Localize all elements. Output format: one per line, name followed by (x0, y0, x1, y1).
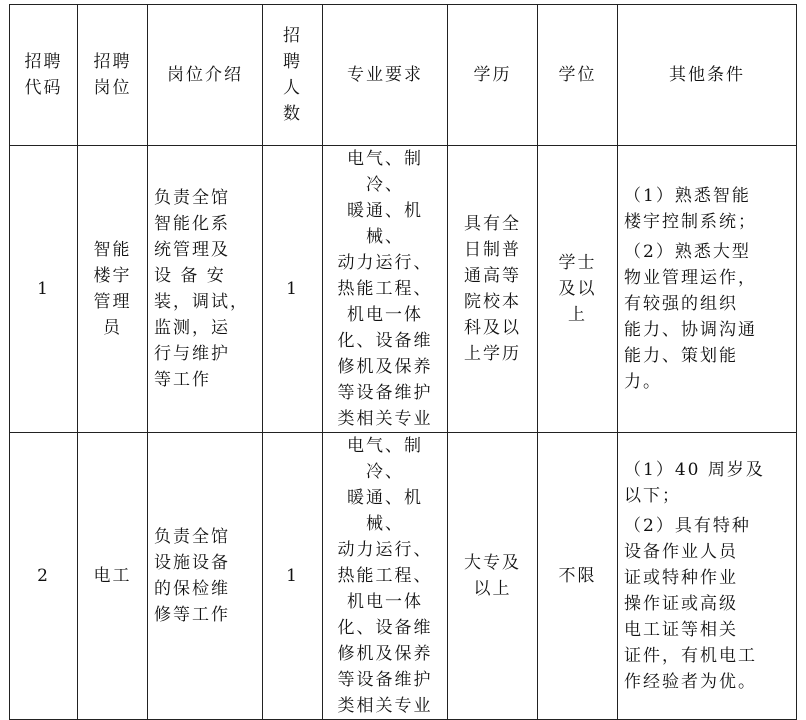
condition-item: （2）具有特种 设备作业人员 证或特种作业 操作证或高级 电工证等相关 证件，有机电工 作经验者为优。 (624, 516, 757, 692)
table-row (10, 433, 797, 720)
condition-item: （2）熟悉大型 物业管理运作， 有较强的组织 能力、协调沟通 能力、策划能 力。 (624, 242, 757, 392)
cell-degree: 学士 及以 上 (538, 146, 618, 433)
header-position: 招聘 岗位 (78, 5, 148, 146)
header-degree: 学位 (538, 5, 618, 146)
header-major: 专业要求 (323, 5, 448, 146)
cell-education: 大专及 以上 (448, 433, 538, 720)
header-education: 学历 (448, 5, 538, 146)
condition-item: （1）40 周岁及 以下； (624, 460, 765, 506)
cell-degree: 不限 (538, 433, 618, 720)
header-row (10, 5, 797, 146)
condition-item: （1）熟悉智能 楼宇控制系统； (624, 186, 757, 232)
cell-position: 智能 楼宇 管理 员 (78, 146, 148, 433)
cell-intro: 负责全馆 智能化系 统管理及 设 备 安 装，调试， 监测，运 行与维护 等工作 (148, 146, 263, 433)
header-count: 招 聘 人 数 (263, 5, 323, 146)
cell-education: 具有全 日制普 通高等 院校本 科及以 上学历 (448, 146, 538, 433)
header-code: 招聘 代码 (10, 5, 78, 146)
cell-code: 1 (10, 146, 78, 433)
cell-position: 电工 (78, 433, 148, 720)
cell-code: 2 (10, 433, 78, 720)
recruitment-table (9, 4, 797, 720)
cell-major: 电气、制冷、 暖通、机械、 动力运行、 热能工程、 机电一体 化、设备维 修机及保养 等设备维护 类相关专业 (323, 433, 448, 720)
cell-major: 电气、制冷、 暖通、机械、 动力运行、 热能工程、 机电一体 化、设备维 修机及保养 等设备维护 类相关专业 (323, 146, 448, 433)
recruitment-table-container (9, 4, 797, 720)
cell-intro: 负责全馆 设施设备 的保检维 修等工作 (148, 433, 263, 720)
header-conditions: 其他条件 (618, 5, 797, 146)
cell-count: 1 (263, 433, 323, 720)
cell-conditions (618, 433, 797, 720)
cell-conditions (618, 146, 797, 433)
header-intro: 岗位介绍 (148, 5, 263, 146)
cell-count: 1 (263, 146, 323, 433)
table-row (10, 146, 797, 433)
